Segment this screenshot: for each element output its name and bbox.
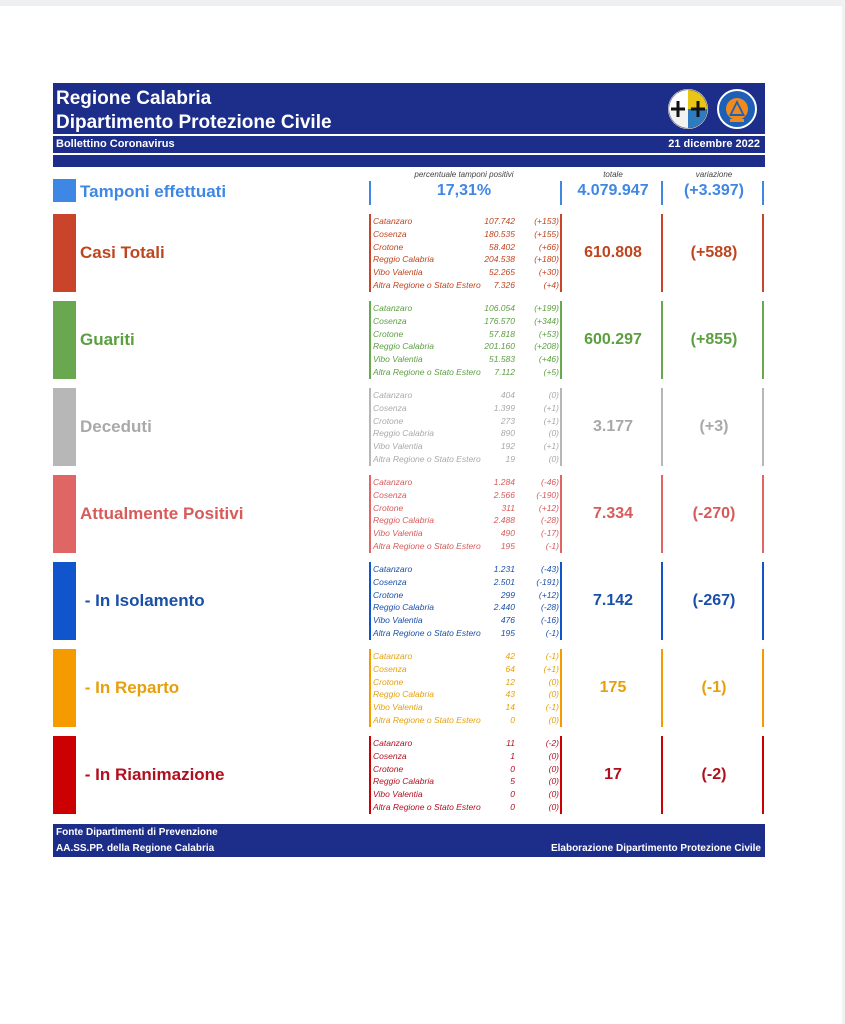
province-value: 490 xyxy=(500,528,515,539)
section-total: 17 xyxy=(604,766,622,783)
province-name: Reggio Calabria xyxy=(373,428,434,439)
province-delta: (0) xyxy=(548,801,559,812)
province-name: Crotone xyxy=(373,502,404,513)
province-name: Altra Regione o Stato Estero xyxy=(373,714,481,725)
province-line xyxy=(373,228,559,241)
province-delta: (+180) xyxy=(534,254,559,265)
province-value: 51.583 xyxy=(489,354,515,365)
section-divider xyxy=(661,301,663,379)
province-value: 0 xyxy=(510,789,515,800)
province-value: 476 xyxy=(500,615,515,626)
section-divider xyxy=(762,475,764,553)
province-delta: (+1) xyxy=(543,415,559,426)
section-divider xyxy=(560,736,562,814)
province-name: Crotone xyxy=(373,763,404,774)
province-value: 14 xyxy=(505,702,515,713)
section-divider xyxy=(369,475,371,553)
province-line xyxy=(373,215,559,228)
section-divider xyxy=(762,301,764,379)
province-line xyxy=(373,427,559,440)
section-swatch xyxy=(53,475,76,553)
province-delta: (+46) xyxy=(538,354,559,365)
province-line xyxy=(373,589,559,602)
section-divider xyxy=(560,214,562,292)
province-line xyxy=(373,688,559,701)
section-total: 7.334 xyxy=(592,505,634,522)
province-name: Reggio Calabria xyxy=(373,341,434,352)
province-name: Reggio Calabria xyxy=(373,602,434,613)
province-value: 12 xyxy=(505,676,515,687)
province-line xyxy=(373,502,559,515)
section-swatch xyxy=(53,214,76,292)
bulletin-board xyxy=(53,83,765,854)
section-variation: (+855) xyxy=(690,331,738,348)
province-delta: (-28) xyxy=(541,515,559,526)
tamponi-label: Tamponi effettuati xyxy=(80,182,227,201)
province-line xyxy=(373,514,559,527)
province-line xyxy=(373,340,559,353)
province-name: Vibo Valentia xyxy=(373,615,423,626)
province-value: 890 xyxy=(500,428,515,439)
tamponi-bar-3 xyxy=(661,181,663,205)
section-variation: (-1) xyxy=(701,679,727,696)
province-line xyxy=(373,527,559,540)
province-delta: (+155) xyxy=(534,228,559,239)
footer-source: Fonte Dipartimenti di Prevenzione xyxy=(56,827,218,838)
province-delta: (+12) xyxy=(538,589,559,600)
province-line xyxy=(373,476,559,489)
province-line xyxy=(373,801,559,814)
province-line xyxy=(373,453,559,466)
province-name: Vibo Valentia xyxy=(373,702,423,713)
province-delta: (+1) xyxy=(543,402,559,413)
province-line xyxy=(373,563,559,576)
tamponi-swatch xyxy=(53,179,76,202)
province-line xyxy=(373,614,559,627)
section-variation: (+588) xyxy=(690,244,738,261)
province-value: 7.326 xyxy=(493,279,515,290)
province-name: Altra Regione o Stato Estero xyxy=(373,366,481,377)
province-delta: (+153) xyxy=(534,216,559,226)
province-value: 1.231 xyxy=(493,564,515,574)
province-value: 2.566 xyxy=(493,489,515,500)
province-line xyxy=(373,714,559,727)
province-line xyxy=(373,315,559,328)
province-value: 195 xyxy=(500,540,515,551)
province-value: 19 xyxy=(505,453,515,464)
tamponi-bar-2 xyxy=(560,181,562,205)
province-value: 204.538 xyxy=(484,254,515,265)
section-label: Casi Totali xyxy=(80,243,165,262)
province-name: Altra Regione o Stato Estero xyxy=(373,801,481,812)
province-delta: (-1) xyxy=(545,540,559,551)
province-name: Cosenza xyxy=(373,228,407,239)
province-list xyxy=(373,389,559,466)
province-delta: (-16) xyxy=(541,615,559,626)
province-line xyxy=(373,763,559,776)
section-variation: (-267) xyxy=(692,592,736,609)
section-label: - In Rianimazione xyxy=(80,765,225,784)
section-swatch xyxy=(53,301,76,379)
province-line xyxy=(373,302,559,315)
province-line xyxy=(373,415,559,428)
province-delta: (0) xyxy=(548,676,559,687)
province-value: 195 xyxy=(500,627,515,638)
province-value: 1 xyxy=(510,750,515,761)
province-delta: (-190) xyxy=(536,489,559,500)
province-delta: (-46) xyxy=(541,477,559,487)
section-variation: (-2) xyxy=(701,766,727,783)
tot-header: totale xyxy=(603,170,623,179)
section-label: Guariti xyxy=(80,330,135,349)
region-logo-icon xyxy=(668,89,708,129)
province-delta: (0) xyxy=(548,390,559,400)
province-line xyxy=(373,366,559,379)
province-name: Catanzaro xyxy=(373,564,413,574)
pct-value: 17,31% xyxy=(436,182,492,199)
province-value: 7.112 xyxy=(494,366,515,377)
province-value: 1.399 xyxy=(493,402,515,413)
province-name: Crotone xyxy=(373,241,404,252)
province-name: Cosenza xyxy=(373,750,407,761)
section-divider xyxy=(762,649,764,727)
section-total: 3.177 xyxy=(592,418,634,435)
section-total: 600.297 xyxy=(584,331,642,348)
footer-asp: AA.SS.PP. della Regione Calabria xyxy=(56,843,215,854)
province-value: 42 xyxy=(505,651,515,661)
province-value: 192 xyxy=(500,441,515,452)
province-line xyxy=(373,440,559,453)
province-name: Vibo Valentia xyxy=(373,267,423,278)
province-value: 2.440 xyxy=(493,602,515,613)
section-row xyxy=(53,736,765,814)
province-line xyxy=(373,353,559,366)
province-name: Vibo Valentia xyxy=(373,354,423,365)
province-line xyxy=(373,750,559,763)
province-value: 0 xyxy=(510,763,515,774)
province-line xyxy=(373,389,559,402)
province-delta: (0) xyxy=(548,428,559,439)
province-name: Reggio Calabria xyxy=(373,689,434,700)
section-swatch xyxy=(53,562,76,640)
section-row xyxy=(53,649,765,727)
province-line xyxy=(373,601,559,614)
province-delta: (0) xyxy=(548,750,559,761)
province-delta: (-1) xyxy=(545,651,559,661)
province-name: Vibo Valentia xyxy=(373,528,423,539)
province-name: Altra Regione o Stato Estero xyxy=(373,540,481,551)
section-row xyxy=(53,214,765,292)
province-delta: (+12) xyxy=(538,502,559,513)
province-value: 2.488 xyxy=(493,515,515,526)
province-name: Crotone xyxy=(373,328,404,339)
province-value: 299 xyxy=(500,589,515,600)
province-name: Catanzaro xyxy=(373,390,413,400)
province-delta: (0) xyxy=(548,776,559,787)
province-list xyxy=(373,650,559,727)
province-line xyxy=(373,775,559,788)
province-line xyxy=(373,279,559,292)
province-value: 58.402 xyxy=(489,241,515,252)
province-name: Vibo Valentia xyxy=(373,789,423,800)
province-delta: (+30) xyxy=(538,267,559,278)
province-value: 0 xyxy=(510,801,515,812)
civil-protection-logo-icon xyxy=(717,89,757,129)
province-delta: (0) xyxy=(548,789,559,800)
footer-elaboration: Elaborazione Dipartimento Protezione Civile xyxy=(550,843,761,854)
province-value: 5 xyxy=(510,776,515,787)
province-name: Crotone xyxy=(373,589,404,600)
province-delta: (+1) xyxy=(543,441,559,452)
section-label: Attualmente Positivi xyxy=(80,504,244,523)
section-row xyxy=(53,475,765,553)
province-value: 106.054 xyxy=(484,303,515,313)
section-swatch xyxy=(53,736,76,814)
province-delta: (0) xyxy=(548,689,559,700)
province-value: 2.501 xyxy=(493,576,515,587)
header-banner xyxy=(53,83,765,167)
province-name: Reggio Calabria xyxy=(373,254,434,265)
section-divider xyxy=(560,301,562,379)
tamponi-total: 4.079.947 xyxy=(577,182,649,199)
province-list xyxy=(373,476,559,553)
section-divider xyxy=(560,562,562,640)
province-delta: (+199) xyxy=(534,303,559,313)
province-name: Cosenza xyxy=(373,576,407,587)
province-line xyxy=(373,676,559,689)
province-name: Catanzaro xyxy=(373,651,413,661)
province-name: Altra Regione o Stato Estero xyxy=(373,453,481,464)
province-value: 11 xyxy=(506,738,515,748)
province-name: Catanzaro xyxy=(373,216,413,226)
section-divider xyxy=(661,562,663,640)
province-value: 273 xyxy=(500,415,515,426)
province-name: Reggio Calabria xyxy=(373,515,434,526)
province-name: Catanzaro xyxy=(373,477,413,487)
province-line xyxy=(373,576,559,589)
section-total: 610.808 xyxy=(584,244,642,261)
province-delta: (+208) xyxy=(534,341,559,352)
province-delta: (-28) xyxy=(541,602,559,613)
province-name: Cosenza xyxy=(373,402,407,413)
section-swatch xyxy=(53,649,76,727)
province-line xyxy=(373,540,559,553)
province-name: Catanzaro xyxy=(373,303,413,313)
province-line xyxy=(373,489,559,502)
province-name: Reggio Calabria xyxy=(373,776,434,787)
province-delta: (-1) xyxy=(545,627,559,638)
province-value: 64 xyxy=(505,663,515,674)
province-value: 107.742 xyxy=(484,216,515,226)
province-delta: (+66) xyxy=(538,241,559,252)
section-divider xyxy=(560,388,562,466)
province-line xyxy=(373,737,559,750)
section-divider xyxy=(661,736,663,814)
tamponi-variation: (+3.397) xyxy=(683,182,745,199)
header-divider-bottom xyxy=(53,153,765,155)
section-label: Deceduti xyxy=(80,417,152,436)
province-value: 404 xyxy=(500,390,515,400)
province-value: 0 xyxy=(510,714,515,725)
section-variation: (+3) xyxy=(699,418,729,435)
pct-header: percentuale tamponi positivi xyxy=(414,170,514,179)
province-delta: (0) xyxy=(548,453,559,464)
province-value: 43 xyxy=(505,689,515,700)
section-row xyxy=(53,301,765,379)
bulletin-date: 21 dicembre 2022 xyxy=(668,138,760,150)
section-total: 7.142 xyxy=(592,592,634,609)
province-delta: (+1) xyxy=(543,663,559,674)
province-delta: (-191) xyxy=(536,576,559,587)
section-divider xyxy=(369,388,371,466)
tamponi-bar-4 xyxy=(762,181,764,205)
province-line xyxy=(373,701,559,714)
province-list xyxy=(373,215,559,292)
province-value: 311 xyxy=(501,502,515,513)
province-name: Altra Regione o Stato Estero xyxy=(373,627,481,638)
section-divider xyxy=(762,562,764,640)
province-delta: (-43) xyxy=(541,564,559,574)
province-delta: (+53) xyxy=(538,328,559,339)
section-divider xyxy=(762,736,764,814)
province-value: 52.265 xyxy=(489,267,515,278)
tamponi-bar-1 xyxy=(369,181,371,205)
province-line xyxy=(373,650,559,663)
province-line xyxy=(373,627,559,640)
province-value: 201.160 xyxy=(484,341,515,352)
section-row xyxy=(53,388,765,466)
section-divider xyxy=(560,649,562,727)
province-line xyxy=(373,663,559,676)
section-row xyxy=(53,562,765,640)
top-strip xyxy=(0,0,845,6)
province-list xyxy=(373,302,559,379)
section-total: 175 xyxy=(599,679,627,696)
section-divider xyxy=(369,301,371,379)
province-value: 57.818 xyxy=(489,328,515,339)
section-divider xyxy=(369,214,371,292)
var-header: variazione xyxy=(695,170,733,179)
section-divider xyxy=(762,388,764,466)
section-swatch xyxy=(53,388,76,466)
province-name: Cosenza xyxy=(373,489,407,500)
section-divider xyxy=(560,475,562,553)
province-name: Crotone xyxy=(373,676,404,687)
section-label: - In Reparto xyxy=(80,678,180,697)
department-title: Dipartimento Protezione Civile xyxy=(56,112,332,133)
province-name: Altra Regione o Stato Estero xyxy=(373,279,481,290)
section-divider xyxy=(661,388,663,466)
section-variation: (-270) xyxy=(692,505,736,522)
bulletin-title: Bollettino Coronavirus xyxy=(56,138,175,150)
section-divider xyxy=(661,475,663,553)
section-divider xyxy=(369,736,371,814)
section-divider xyxy=(369,649,371,727)
province-name: Cosenza xyxy=(373,315,407,326)
tamponi-row xyxy=(53,171,765,207)
province-delta: (+5) xyxy=(543,366,559,377)
section-divider xyxy=(661,649,663,727)
province-line xyxy=(373,788,559,801)
province-value: 1.284 xyxy=(493,477,515,487)
province-line xyxy=(373,241,559,254)
province-name: Cosenza xyxy=(373,663,407,674)
province-line xyxy=(373,253,559,266)
province-name: Vibo Valentia xyxy=(373,441,423,452)
province-name: Catanzaro xyxy=(373,738,413,748)
header-divider xyxy=(53,134,765,136)
province-delta: (-1) xyxy=(545,702,559,713)
province-value: 180.535 xyxy=(484,228,515,239)
section-divider xyxy=(762,214,764,292)
province-delta: (0) xyxy=(548,714,559,725)
province-line xyxy=(373,266,559,279)
province-delta: (+4) xyxy=(543,279,559,290)
province-list xyxy=(373,737,559,814)
province-delta: (-2) xyxy=(545,738,559,748)
province-line xyxy=(373,328,559,341)
province-value: 176.570 xyxy=(484,315,515,326)
footer-banner xyxy=(53,824,765,857)
province-list xyxy=(373,563,559,640)
province-delta: (+344) xyxy=(534,315,559,326)
section-label: - In Isolamento xyxy=(80,591,205,610)
province-name: Crotone xyxy=(373,415,404,426)
province-line xyxy=(373,402,559,415)
section-divider xyxy=(369,562,371,640)
province-delta: (0) xyxy=(548,763,559,774)
province-delta: (-17) xyxy=(541,528,559,539)
region-title: Regione Calabria xyxy=(56,88,212,109)
section-divider xyxy=(661,214,663,292)
